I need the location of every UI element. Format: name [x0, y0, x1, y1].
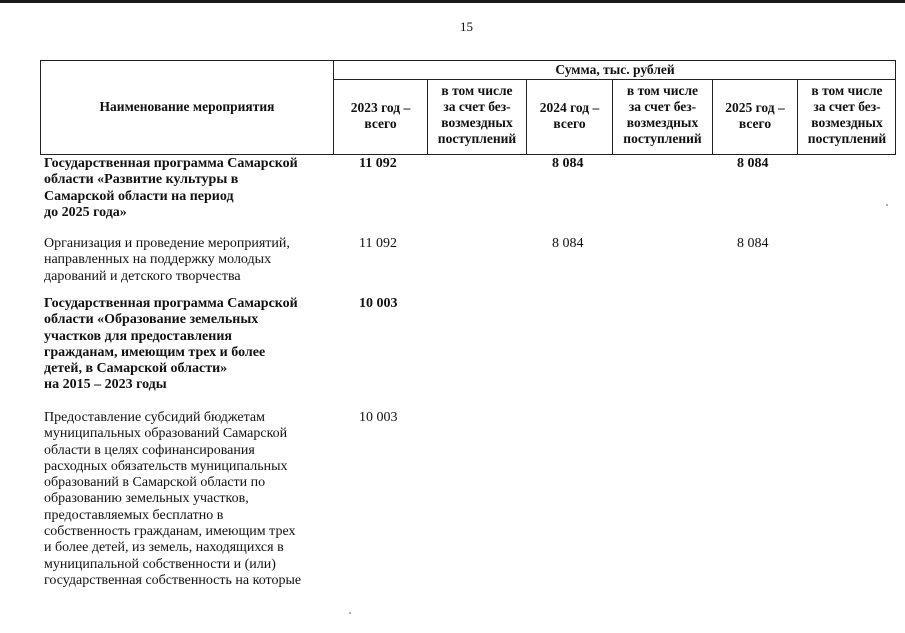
value-2024: 8 084 — [552, 236, 584, 251]
page-number: 15 — [460, 19, 473, 34]
value-2025: 8 084 — [737, 156, 769, 171]
value-2023: 10 003 — [359, 296, 398, 311]
value-2023: 11 092 — [359, 236, 397, 251]
table-row-name: Организация и проведение мероприятий, направленных на поддержку молодых дарований и детского творчества — [44, 236, 290, 284]
value-2023: 10 003 — [359, 410, 398, 425]
table-row-name: Государственная программа Самарской области «Образование земельных участков для предоставления гражданам, имеющим трех и более детей, в Самарской области» на 2015 – 2023 годы — [44, 296, 298, 393]
scan-speck — [886, 204, 888, 206]
header-subdivider — [333, 79, 896, 80]
header-2024-free: в том числе за счет без- возмездных поступлений — [623, 83, 702, 146]
header-2025-free: в том числе за счет без- возмездных поступлений — [807, 83, 887, 146]
scan-speck — [349, 612, 351, 614]
header-sum-group: Сумма, тыс. рублей — [555, 62, 675, 77]
header-2025-total: 2025 год – всего — [725, 100, 785, 131]
value-2024: 8 084 — [552, 156, 584, 171]
value-2025: 8 084 — [737, 236, 769, 251]
scan-edge — [0, 0, 905, 3]
header-2023-free: в том числе за счет без- возмездных поступлений — [437, 83, 517, 146]
header-name: Наименование мероприятия — [99, 99, 275, 114]
table-row-name: Государственная программа Самарской области «Развитие культуры в Самарской области на период до 2025 года» — [44, 156, 298, 220]
header-2023-total: 2023 год – всего — [350, 100, 411, 131]
table-row-name: Предоставление субсидий бюджетам муниципальных образований Самарской области в целях софинансирования расходных обязательств муниципальных образований в Самарской области по образованию земельных участков, предоставляемых бесплатно в собственность гражданам, имеющим трех и более детей, из земель, находящихся в муниципальной собственности и (или) государственная собственность на которые — [44, 410, 302, 588]
header-2024-total: 2024 год – всего — [539, 100, 600, 131]
value-2023: 11 092 — [359, 156, 397, 171]
